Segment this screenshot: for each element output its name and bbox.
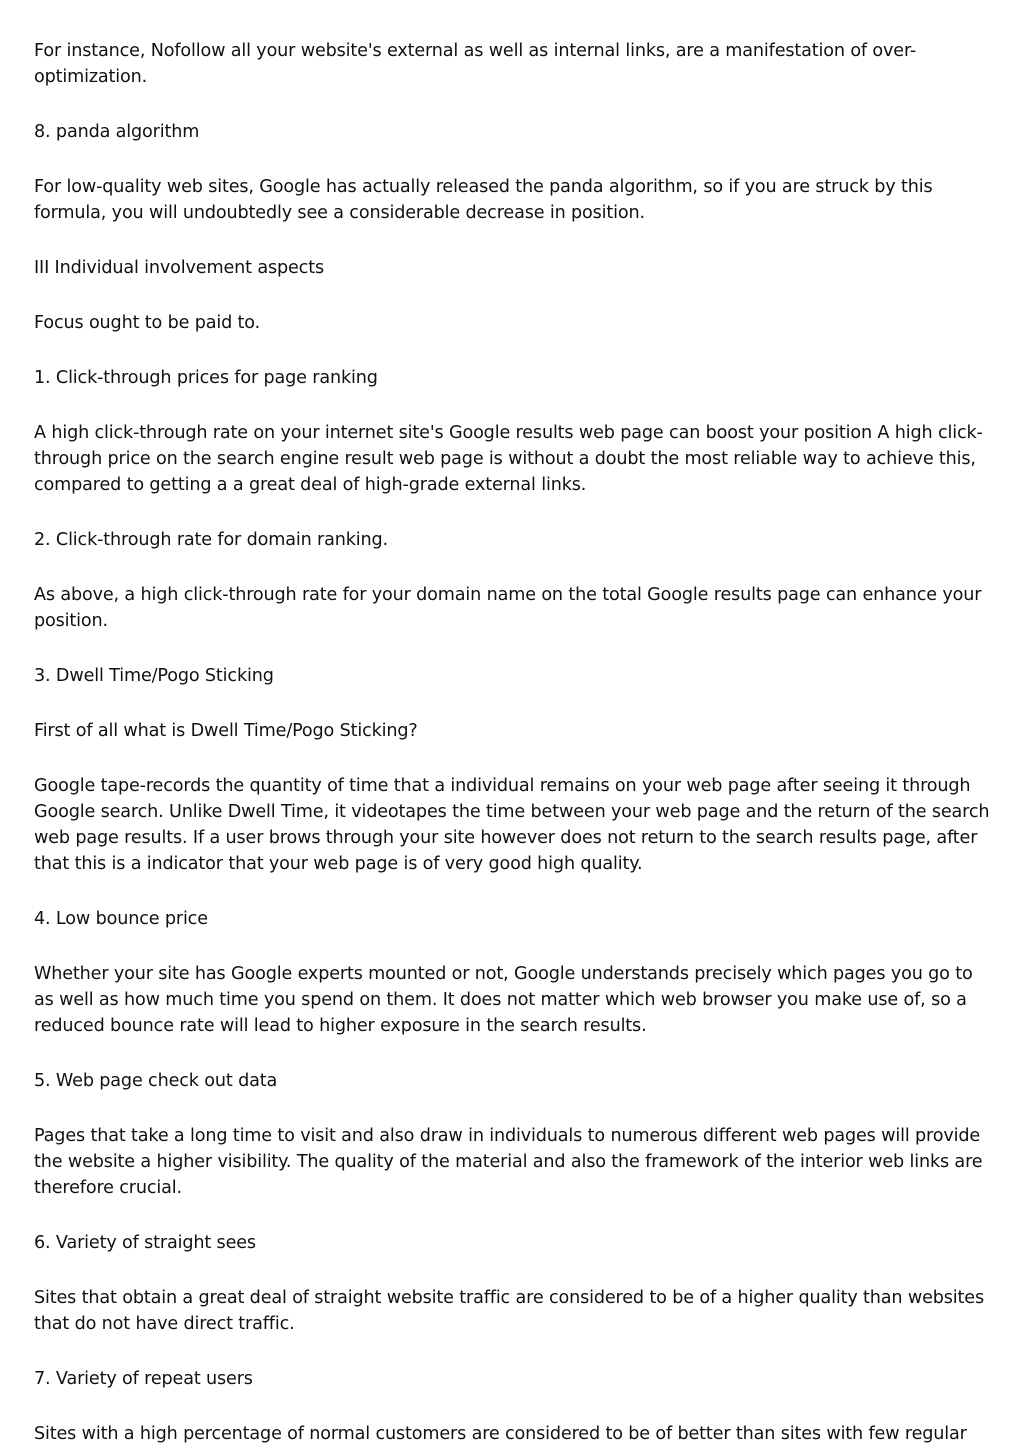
heading-dwell-time: 3. Dwell Time/Pogo Sticking: [34, 666, 274, 686]
paragraph-page-ctr: A high click-through rate on your internet site's Google results web page can boost your position A high click-through price on the search engine result web page is without a doubt the most reliable way to achieve this, compared to getting a a great deal of high-grade external links.: [34, 423, 983, 495]
heading-page-visit-data: 5. Web page check out data: [34, 1071, 278, 1091]
heading-panda: 8. panda algorithm: [34, 122, 200, 142]
paragraph-repeat-users: Sites with a high percentage of normal customers are considered to be of better than sites with few regular: [34, 1424, 967, 1444]
paragraph-dwell-time: Google tape-records the quantity of time that a individual remains on your web page after seeing it through Google search. Unlike Dwell Time, it videotapes the time between your web page and the return of the search web page results. If a user brows through your site however does not return to the search results page, after that this is a indicator that your web page is of very good high quality.: [34, 776, 990, 874]
heading-individual-involvement: III Individual involvement aspects: [34, 258, 324, 278]
heading-domain-ctr: 2. Click-through rate for domain ranking.: [34, 530, 388, 550]
paragraph-bounce: Whether your site has Google experts mounted or not, Google understands precisely which pages you go to as well as how much time you spend on them. It does not matter which web browser you make use of, so a reduced bounce rate will lead to higher exposure in the search results.: [34, 964, 973, 1036]
paragraph-direct-visits: Sites that obtain a great deal of straight website traffic are considered to be of a higher quality than websites that do not have direct traffic.: [34, 1288, 984, 1334]
heading-repeat-users: 7. Variety of repeat users: [34, 1369, 253, 1389]
paragraph-page-visit-data: Pages that take a long time to visit and also draw in individuals to numerous different web pages will provide the website a higher visibility. The quality of the material and also the framework of the interior web links are therefore crucial.: [34, 1126, 983, 1198]
heading-direct-visits: 6. Variety of straight sees: [34, 1233, 256, 1253]
heading-bounce: 4. Low bounce price: [34, 909, 208, 929]
paragraph-panda: For low-quality web sites, Google has actually released the panda algorithm, so if you are struck by this formula, you will undoubtedly see a considerable decrease in position.: [34, 177, 933, 223]
paragraph-intro: For instance, Nofollow all your website's external as well as internal links, are a manifestation of over-optimization.: [34, 41, 917, 87]
heading-page-ctr: 1. Click-through prices for page ranking: [34, 368, 378, 388]
paragraph-dwell-question: First of all what is Dwell Time/Pogo Sticking?: [34, 721, 418, 741]
paragraph-focus: Focus ought to be paid to.: [34, 313, 261, 333]
paragraph-domain-ctr: As above, a high click-through rate for your domain name on the total Google results page can enhance your position.: [34, 585, 982, 631]
